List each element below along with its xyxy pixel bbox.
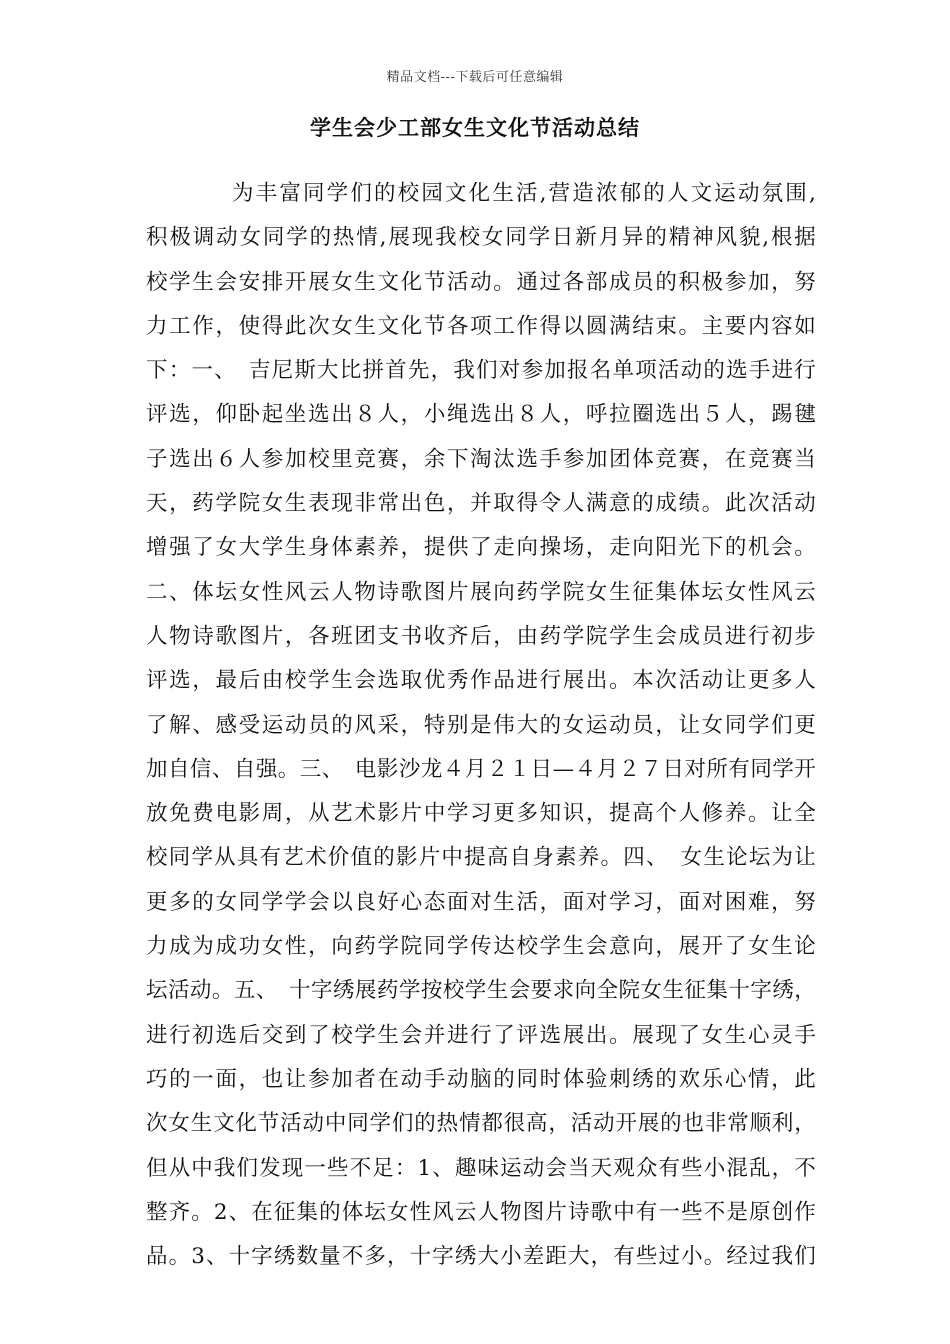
body-line: 品。3、十字绣数量不多，十字绣大小差距大，有些过小。经过我们 — [146, 1244, 816, 1270]
body-line: 评选，最后由校学生会选取优秀作品进行展出。本次活动让更多人 — [146, 668, 816, 694]
body-line: 坛活动。五、 十字绣展药学按校学生会要求向全院女生征集十字绣， — [146, 978, 816, 1004]
body-line: 下：一、 吉尼斯大比拼首先，我们对参加报名单项活动的选手进行 — [146, 358, 816, 384]
body-line: 为丰富同学们的校园文化生活,营造浓郁的人文运动氛围, — [232, 181, 816, 206]
body-line: 进行初选后交到了校学生会并进行了评选展出。展现了女生心灵手 — [146, 1022, 816, 1048]
body-line: 更多的女同学学会以良好心态面对生活，面对学习，面对困难，努 — [146, 889, 816, 915]
body-line: 放免费电影周，从艺术影片中学习更多知识，提高个人修养。让全 — [146, 801, 816, 827]
header-note: 精品文档---下载后可任意编辑 — [386, 70, 564, 85]
body-line: 了解、感受运动员的风采，特别是伟大的女运动员，让女同学们更 — [146, 712, 816, 738]
body-line: 天，药学院女生表现非常出色，并取得令人满意的成绩。此次活动 — [146, 491, 816, 517]
body-line: 人物诗歌图片，各班团支书收齐后，由药学院学生会成员进行初步 — [146, 623, 816, 649]
body-line: 力工作，使得此次女生文化节各项工作得以圆满结束。主要内容如 — [146, 313, 816, 339]
body-line: 积极调动女同学的热情,展现我校女同学日新月异的精神风貌,根据 — [146, 225, 816, 251]
body-line: 加自信、自强。三、 电影沙龙４月２１日—４月２７日对所有同学开 — [146, 756, 816, 782]
body-line: 二、体坛女性风云人物诗歌图片展向药学院女生征集体坛女性风云 — [146, 579, 816, 605]
body-line: 次女生文化节活动中同学们的热情都很高，活动开展的也非常顺利， — [146, 1111, 816, 1137]
body-line: 但从中我们发现一些不足：1、趣味运动会当天观众有些小混乱，不 — [146, 1155, 816, 1181]
body-line: 整齐。2、在征集的体坛女性风云人物图片诗歌中有一些不是原创作 — [146, 1199, 816, 1225]
body-line: 巧的一面，也让参加者在动手动脑的同时体验刺绣的欢乐心情，此 — [146, 1066, 816, 1092]
body-line: 校学生会安排开展女生文化节活动。通过各部成员的积极参加，努 — [146, 269, 816, 295]
body-line: 评选，仰卧起坐选出８人，小绳选出８人，呼拉圈选出５人，踢毽 — [146, 402, 816, 428]
body-text — [146, 172, 816, 1279]
body-line: 增强了女大学生身体素养，提供了走向操场，走向阳光下的机会。 — [146, 535, 816, 561]
body-line: 力成为成功女性，向药学院同学传达校学生会意向，展开了女生论 — [146, 934, 816, 960]
body-line: 校同学从具有艺术价值的影片中提高自身素养。四、 女生论坛为让 — [146, 845, 816, 871]
document-title: 学生会少工部女生文化节活动总结 — [310, 115, 640, 140]
body-line: 子选出６人参加校里竞赛，余下淘汰选手参加团体竞赛，在竞赛当 — [146, 446, 816, 472]
